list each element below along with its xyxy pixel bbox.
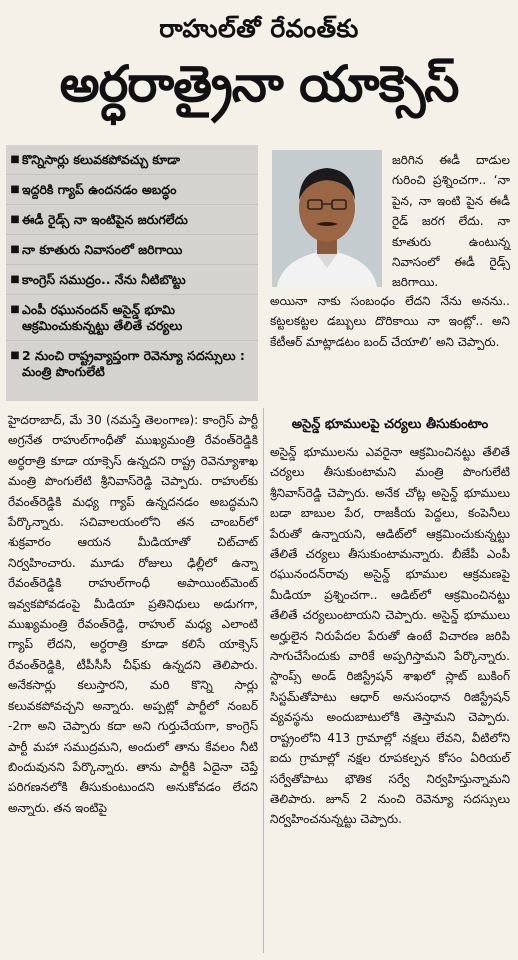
column-divider: [263, 408, 264, 953]
highlight-item: ■ ఈడీ రైడ్స్ నా ఇంటిపైన జరుగలేదు: [6, 204, 258, 234]
bullet-icon: ■: [10, 244, 20, 255]
article-body-right: అసైన్డ్ భూములను ఎవరైనా ఆక్రమించినట్టు తేలితే చర్యలు తీసుకుంటామని మంత్రి పొంగులేటి శ్రీనివాస్‌రెడ్డి చెప్పారు. అనేక చోట్ల అసైన్డ్ భూములు బడా బాబుల పేర, రాజకీయ పెద్దలు, కంపెనీలు పేరుతో ఉన్నాయని, ఆడిట్‌లో ఆక్రమించుకున్నట్టు తేలితే చర్యలు తీసుకుంటామన్నారు. బీజేపీ ఎంపీ రఘునందన్‌రావు అసైన్డ్ భూముల ఆక్రమణపై మీడియా ప్రశ్నించగా.. ఆడిట్‌లో ఆక్రమించినట్టు తేలితే చర్యలుంటాయని చెప్పారు. అసైన్డ్ భూములు అర్హులైన నిరుపేదల పేరుతో ఉంటే విచారణ జరిపి సాగుచేసేందుకు వారికే అప్పగిస్తామని పేర్కొన్నారు. స్టాంప్స్ అండ్ రిజిస్ట్రేషన్ శాఖలో స్లాట్ బుకింగ్ సిస్టమ్‌తోపాటు ఆధార్ అనుసంధాన రిజిస్ట్రేషన్ వ్యవస్థను అందుబాటులోకి తెస్తామని చెప్పారు. రాష్ట్రంలోని 413 గ్రామాల్లో నక్షలు లేవని, వీటిలోని ఐదు గ్రామాల్లో నక్షల రూపకల్పన కోసం ఏరియల్ సర్వేతోపాటు భౌతిక సర్వే నిర్వహిస్తున్నామని తెలిపారు. జూన్ 2 నుంచి రెవెన్యూ సదస్సులు నిర్వహించనున్నట్టు చెప్పారు.: [270, 445, 510, 827]
main-headline: అర్ధరాత్రైనా యాక్సెస్: [59, 55, 459, 113]
portrait-illustration: [272, 150, 382, 287]
section-subheading: అసైన్డ్ భూములపై చర్యలు తీసుకుంటాం: [291, 417, 489, 432]
kicker-headline: రాహుల్‌తో రేవంత్‌కు: [159, 14, 359, 43]
bullet-icon: ■: [10, 214, 20, 225]
minister-photo: [272, 150, 382, 287]
quote-continuation: అయినా నాకు సంబంధం లేదని నేను అనను.. కట్టలకట్టల డబ్బులు దొరికాయి నా ఇంట్లో.. అని కేటీఆర్ మాట్లాడటం బంద్ చేయాలి’ అని చెప్పారు.: [270, 294, 510, 349]
bullet-icon: ■: [10, 154, 20, 165]
article-body-left: హైదరాబాద్, మే 30 (నమస్తే తెలంగాణ): కాంగ్రెస్ పార్టీ అగ్రనేత రాహుల్‌గాంధీతో ముఖ్యమంత్రి రేవంత్‌రెడ్డికి అర్ధరాత్రి కూడా యాక్సెస్ ఉన్నదని రాష్ట్ర రెవెన్యూశాఖ మంత్రి పొంగులేటి శ్రీనివాస్‌రెడ్డి చెప్పారు. రాహుల్‌కు రేవంత్‌రెడ్డికి మధ్య గ్యాప్ ఉన్నదనడం అబద్ధమని పేర్కొన్నారు. సచివాలయంలోని తన చాంబర్‌లో శుక్రవారం ఆయన మీడియాతో చిట్‌చాట్ నిర్వహించారు. మూడు రోజులు ఢిల్లీలో ఉన్నా రేవంత్‌రెడ్డికి రాహుల్‌గాంధీ అపాయింట్‌మెంట్ ఇవ్వకపోవడంపై మీడియా ప్రతినిధులు అడుగగా, ముఖ్యమంత్రి రేవంత్‌రెడ్డి, రాహుల్ మధ్య ఎలాంటి గ్యాప్ లేదని, అర్ధరాత్రి కూడా కలిసే యాక్సెస్ రేవంత్‌రెడ్డికి, టీపీసీసీ చీఫ్‌కు ఉన్నదని తెలిపారు. అనేకసార్లు కలుస్తారని, మరి కొన్ని సార్లు కలువకపోవచ్చని అన్నారు. అప్పట్లో పార్టీలో నంబర్ -2గా అని చెప్పారు కదా అని గుర్తుచేయగా, కాంగ్రెస్ పార్టీ మహా సముద్రమని, అందులో తాను కేవలం నీటి బిందువునని పేర్కొన్నారు. తాను పార్టీకి ఏదైనా చెప్తే పరిగణనలోకి తీసుకుంటుందని అనుకోవడం లేదని అన్నారు. తన ఇంటిపై: [8, 413, 258, 815]
highlight-item: ■ ఇద్దరికి గ్యాప్ ఉందనడం అబద్ధం: [6, 174, 258, 204]
bullet-icon: ■: [10, 184, 20, 195]
bullet-icon: ■: [10, 274, 20, 285]
highlight-item: ■ నా కూతురు నివాసంలో జరిగాయి: [6, 234, 258, 264]
highlight-item: ■ ఎంపీ రఘునందన్ అసైన్డ్ భూమి ఆక్రమించుకున్నట్టు తేలితే చర్యలు: [6, 294, 258, 340]
highlight-item: ■ కొన్నిసార్లు కలువకపోవచ్చు కూడా: [6, 145, 258, 174]
highlights-box: [6, 145, 258, 401]
bullet-icon: ■: [10, 304, 20, 315]
highlight-item: ■ 2 నుంచి రాష్ట్రవ్యాప్తంగా రెవెన్యూ సదస్సులు : మంత్రి పొంగులేటి: [6, 340, 258, 386]
highlight-item: ■ కాంగ్రెస్ సముద్రం.. నేను నీటిబొట్టు: [6, 264, 258, 294]
bullet-icon: ■: [10, 350, 20, 361]
side-paragraph: జరిగిన ఈడీ దాడుల గురించి ప్రశ్నించగా.. ‘నా పైన, నా ఇంటి పైన ఈడీ రైడ్ జరగ లేదు. నా కూతురు ఉంటున్న నివాసంలో ఈడీ రైడ్స్ జరిగాయి.: [392, 153, 510, 290]
